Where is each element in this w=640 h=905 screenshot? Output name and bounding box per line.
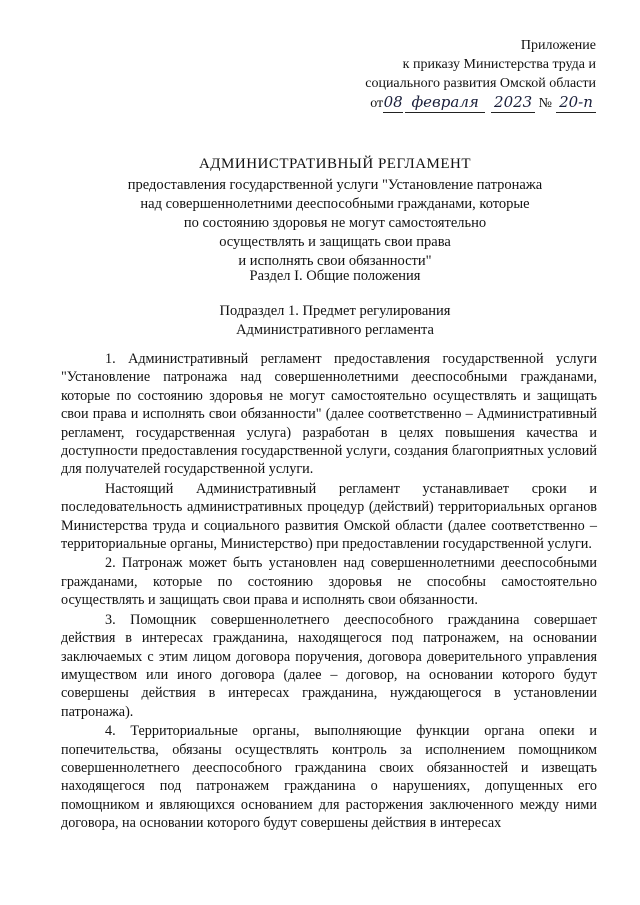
document-title [70,155,600,271]
handwritten-number: 20-п [556,93,596,113]
subsection-line: Административного регламента [236,322,434,338]
title-line: и исполнять свои обязанности" [238,253,432,269]
title-line: осуществлять и защищать свои права [219,234,451,250]
paragraph: Настоящий Административный регламент устанавливает сроки и последовательность административных процедур (действий) территориальных органов Министерства труда и социального развития Омской области (далее соответственно – территориальные органы, Министерство) при предоставлении государственной услуги. [61,480,597,553]
title-subtitle [70,176,600,271]
appendix-header [365,36,596,113]
body-text [61,350,597,834]
paragraph: 3. Помощник совершеннолетнего дееспособного гражданина совершает действия в интересах гражданина, находящегося под патронажем, на основании заключаемых с этим лицом договора поручения, договора доверительного управления имуществом или иного договора (далее – договор, на основании которого будут совершены действия в интересах гражданина, нуждающегося в установлении патронажа). [61,611,597,720]
handwritten-day: 08 [383,93,403,111]
title-line: предоставления государственной услуги "Установление патронажа [127,177,543,193]
order-date-line [365,93,596,113]
date-prefix: от [370,96,384,111]
subsection-heading [70,302,600,340]
paragraph: 1. Административный регламент предоставления государственной услуги "Установление патронажа над совершеннолетними дееспособными гражданами, которые по состоянию здоровья не могут самостоятельно осуществлять и защищать свои права и исполнять свои обязанности" (далее соответственно – Административный регламент, государственная услуга) разработан в целях повышения качества и доступности предоставления государственной услуги, создания благоприятных условий для получателей государственной услуги. [61,351,597,478]
subsection-line: Подраздел 1. Предмет регулирования [219,303,451,319]
ministry-name: социального развития Омской области [365,76,596,91]
handwritten-month: февраля [405,93,485,113]
title-line: над совершеннолетними дееспособными гражданами, которые [140,196,530,212]
number-sign: № [538,96,552,111]
order-reference: к приказу Министерства труда и [402,57,596,72]
handwritten-year: 2023 [491,93,535,113]
section-heading: Раздел I. Общие положения [249,268,421,284]
paragraph: 2. Патронаж может быть установлен над совершеннолетними дееспособными гражданами, которые по состоянию здоровья не способны самостоятельно осуществлять и защищать свои права и исполнять свои обязанности. [61,555,597,609]
title-main: АДМИНИСТРАТИВНЫЙ РЕГЛАМЕНТ [198,156,472,172]
title-line: по состоянию здоровья не могут самостоятельно [183,215,487,231]
paragraph: 4. Территориальные органы, выполняющие функции органа опеки и попечительства, обязаны осуществлять контроль за исполнением помощником совершеннолетнего дееспособного гражданина своих обязанностей и извещать находящегося под патронажем гражданина о нарушениях, допущенных его помощником и являющихся основанием для расторжения заключенного между ними договора, на основании которого будут совершены действия в интересах [61,723,597,832]
appendix-label: Приложение [520,38,596,53]
